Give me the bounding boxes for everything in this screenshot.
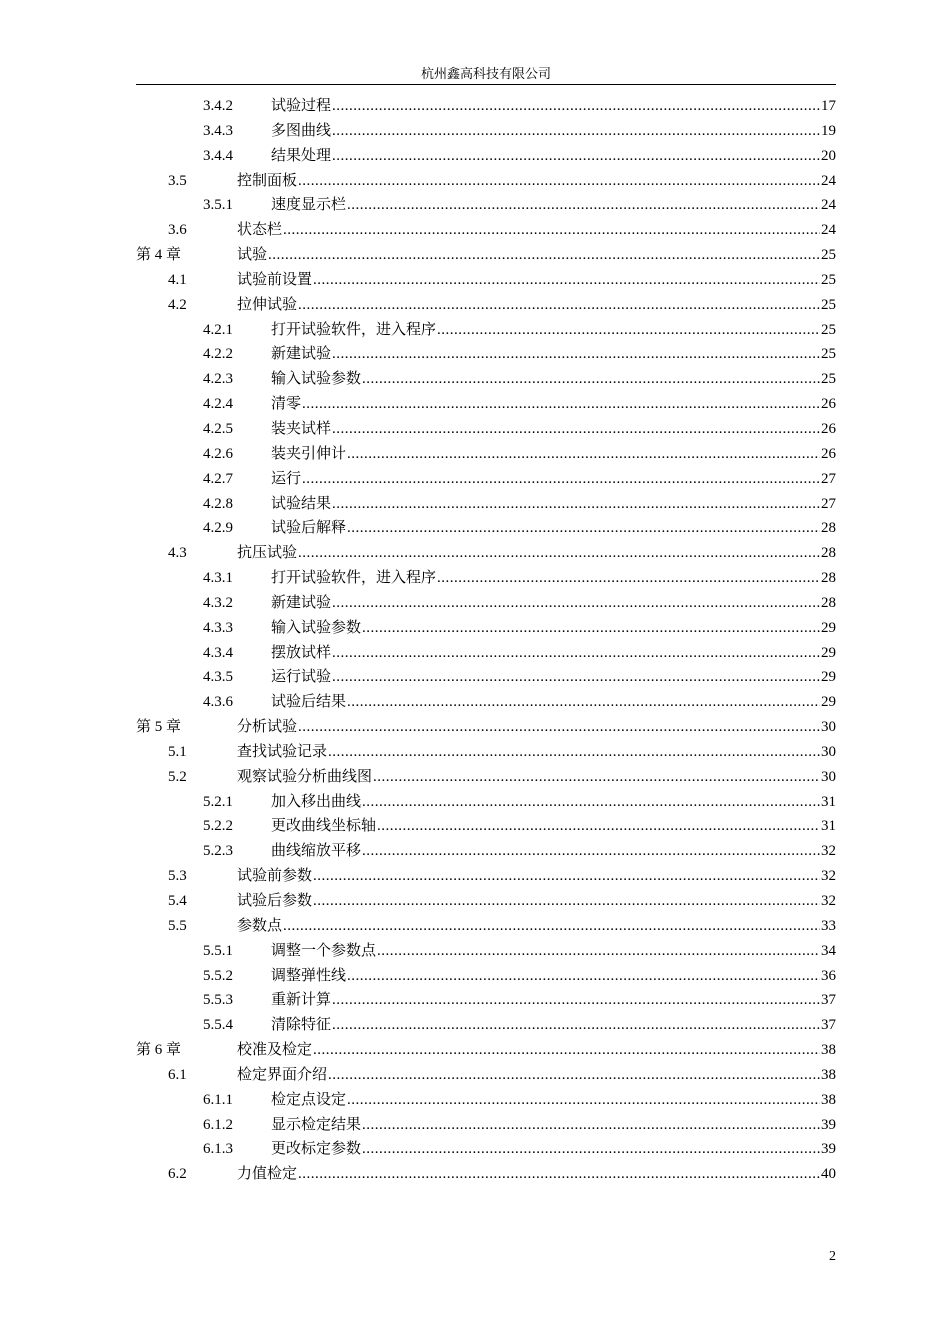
toc-entry-title: 试验	[237, 247, 268, 264]
toc-entry-number: 5.2.1	[203, 793, 233, 810]
toc-entry-title: 试验后解释	[271, 520, 347, 537]
toc-entry-line	[237, 218, 836, 243]
toc-dot-leader	[302, 467, 820, 492]
toc-entry-line	[237, 268, 836, 293]
toc-entry-number: 6.1	[168, 1066, 187, 1083]
toc-entry-title: 打开试验软件，进入程序	[271, 321, 437, 338]
toc-dot-leader	[332, 144, 820, 169]
toc-entry-number: 3.4.4	[203, 147, 233, 164]
toc-entry[interactable]	[136, 1113, 836, 1138]
toc-entry[interactable]	[136, 417, 836, 442]
toc-entry-number: 4.2.1	[203, 321, 233, 338]
toc-entry[interactable]	[136, 964, 836, 989]
toc-entry[interactable]	[136, 641, 836, 666]
toc-entry-page: 31	[821, 793, 836, 810]
toc-entry-page: 29	[821, 669, 836, 686]
toc-dot-leader	[437, 566, 820, 591]
toc-entry-page: 37	[821, 1017, 836, 1034]
toc-entry-number: 5.3	[168, 868, 187, 885]
toc-entry-number: 4.3.3	[203, 619, 233, 636]
toc-entry-line	[271, 566, 836, 591]
toc-dot-leader	[362, 839, 820, 864]
toc-entry[interactable]	[136, 939, 836, 964]
toc-entry-page: 24	[821, 172, 836, 189]
toc-entry[interactable]	[136, 616, 836, 641]
toc-entry[interactable]	[136, 144, 836, 169]
toc-entry-number: 5.1	[168, 743, 187, 760]
toc-entry-title: 输入试验参数	[271, 371, 362, 388]
toc-entry-number: 4.3.2	[203, 594, 233, 611]
page-header	[136, 66, 836, 85]
toc-dot-leader	[332, 492, 820, 517]
toc-entry-line	[237, 765, 836, 790]
toc-dot-leader	[332, 988, 820, 1013]
toc-entry-title: 速度显示栏	[271, 197, 347, 214]
toc-dot-leader	[377, 814, 820, 839]
toc-entry[interactable]	[136, 193, 836, 218]
toc-entry-page: 28	[821, 594, 836, 611]
toc-dot-leader	[347, 690, 820, 715]
toc-entry-title: 装夹试样	[271, 420, 332, 437]
toc-entry-title: 拉伸试验	[237, 296, 298, 313]
toc-entry-line	[271, 516, 836, 541]
toc-dot-leader	[268, 243, 820, 268]
toc-entry[interactable]	[136, 1013, 836, 1038]
toc-dot-leader	[332, 641, 820, 666]
toc-entry-page: 19	[821, 122, 836, 139]
toc-entry-number: 6.1.1	[203, 1091, 233, 1108]
company-name: 杭州鑫高科技有限公司	[420, 66, 551, 81]
toc-entry-title: 运行试验	[271, 669, 332, 686]
page-number: 2	[829, 1249, 836, 1264]
toc-entry-number: 6.2	[168, 1166, 187, 1183]
toc-dot-leader	[362, 1137, 820, 1162]
toc-entry-line	[271, 1113, 836, 1138]
toc-entry-page: 25	[821, 271, 836, 288]
toc-entry-page: 25	[821, 296, 836, 313]
toc-entry[interactable]	[136, 342, 836, 367]
toc-entry-number: 4.3.4	[203, 644, 233, 661]
toc-entry-number: 4.2.2	[203, 346, 233, 363]
toc-dot-leader	[283, 218, 820, 243]
toc-entry-number: 5.5.2	[203, 967, 233, 984]
toc-entry-number: 4.2.7	[203, 470, 233, 487]
toc-dot-leader	[373, 765, 820, 790]
toc-dot-leader	[362, 790, 820, 815]
toc-entry-title: 抗压试验	[237, 545, 298, 562]
toc-entry-number: 第 5 章	[136, 719, 182, 736]
toc-entry[interactable]	[136, 318, 836, 343]
toc-entry-page: 29	[821, 619, 836, 636]
toc-entry-number: 4.2.6	[203, 445, 233, 462]
toc-dot-leader	[298, 293, 820, 318]
toc-entry-page: 38	[821, 1066, 836, 1083]
toc-entry-page: 26	[821, 396, 836, 413]
toc-entry-title: 摆放试样	[271, 644, 332, 661]
toc-entry-line	[271, 392, 836, 417]
toc-dot-leader	[332, 665, 820, 690]
toc-entry-line	[271, 442, 836, 467]
toc-entry-number: 第 6 章	[136, 1042, 182, 1059]
toc-entry-title: 装夹引伸计	[271, 445, 347, 462]
toc-entry-title: 试验后参数	[237, 893, 313, 909]
toc-entry-page: 31	[821, 818, 836, 835]
toc-entry-title: 状态栏	[237, 222, 283, 239]
toc-entry-line	[271, 1137, 836, 1162]
toc-entry[interactable]	[136, 243, 836, 268]
toc-dot-leader	[328, 740, 820, 765]
toc-entry-line	[271, 467, 836, 492]
toc-entry[interactable]	[136, 541, 836, 566]
toc-entry-page: 27	[821, 470, 836, 487]
toc-dot-leader	[362, 1113, 820, 1138]
toc-entry-line	[237, 293, 836, 318]
toc-entry-line	[271, 591, 836, 616]
toc-entry-title: 清零	[271, 396, 302, 413]
toc-entry-page: 20	[821, 147, 836, 164]
toc-entry-line	[271, 814, 836, 839]
toc-entry[interactable]	[136, 914, 836, 939]
toc-entry-title: 新建试验	[271, 594, 332, 611]
toc-entry-line	[271, 641, 836, 666]
toc-entry-line	[271, 939, 836, 964]
toc-entry[interactable]	[136, 839, 836, 864]
toc-entry-line	[237, 740, 836, 765]
toc-entry[interactable]	[136, 566, 836, 591]
toc-dot-leader	[313, 268, 820, 293]
toc-entry[interactable]	[136, 814, 836, 839]
toc-entry[interactable]	[136, 268, 836, 293]
toc-entry[interactable]	[136, 516, 836, 541]
toc-entry-line	[237, 1162, 836, 1187]
toc-dot-leader	[298, 541, 820, 566]
toc-entry-page: 30	[821, 768, 836, 785]
toc-entry-page: 38	[821, 1042, 836, 1059]
toc-entry-number: 4.2.4	[203, 396, 233, 413]
toc-entry-page: 25	[821, 247, 836, 264]
toc-entry-number: 6.1.2	[203, 1116, 233, 1133]
toc-entry-title: 输入试验参数	[271, 619, 362, 636]
toc-entry[interactable]	[136, 367, 836, 392]
toc-entry-title: 显示检定结果	[271, 1116, 362, 1133]
toc-dot-leader	[313, 1038, 820, 1063]
toc-entry-title: 试验前参数	[237, 868, 313, 885]
toc-entry[interactable]	[136, 94, 836, 119]
toc-entry-title: 查找试验记录	[237, 743, 328, 760]
toc-entry-line	[237, 1038, 836, 1063]
toc-entry-page: 32	[821, 868, 836, 885]
toc-entry-page: 32	[821, 843, 836, 860]
toc-entry-title: 调整弹性线	[271, 967, 347, 984]
toc-entry-line	[271, 1088, 836, 1113]
toc-entry-title: 结果处理	[271, 147, 332, 164]
toc-entry-page: 32	[821, 893, 836, 909]
toc-entry[interactable]	[136, 740, 836, 765]
toc-entry-title: 更改曲线坐标轴	[271, 818, 377, 835]
toc-entry-line	[237, 864, 836, 889]
toc-entry[interactable]	[136, 690, 836, 715]
toc-entry-number: 3.5.1	[203, 197, 233, 214]
toc-entry-line	[271, 144, 836, 169]
toc-dot-leader	[437, 318, 820, 343]
toc-entry[interactable]	[136, 1038, 836, 1063]
toc-entry-number: 4.3.5	[203, 669, 233, 686]
toc-dot-leader	[313, 864, 820, 889]
toc-entry-page: 27	[821, 495, 836, 512]
toc-entry-number: 4.2.8	[203, 495, 233, 512]
toc-entry-number: 5.2.2	[203, 818, 233, 835]
toc-entry-number: 第 4 章	[136, 247, 182, 264]
toc-entry-title: 试验后结果	[271, 694, 347, 711]
toc-entry-number: 4.3	[168, 545, 187, 562]
toc-entry-page: 24	[821, 222, 836, 239]
toc-entry-line	[271, 839, 836, 864]
toc-entry-title: 试验前设置	[237, 271, 313, 288]
toc-entry-title: 试验结果	[271, 495, 332, 512]
toc-entry-title: 调整一个参数点	[271, 942, 377, 959]
toc-entry-line	[271, 342, 836, 367]
toc-entry-page: 30	[821, 719, 836, 736]
toc-entry-number: 4.2.5	[203, 420, 233, 437]
toc-entry-number: 5.5.4	[203, 1017, 233, 1034]
toc-entry-page: 26	[821, 420, 836, 437]
toc-entry-title: 重新计算	[271, 992, 332, 1009]
toc-dot-leader	[332, 417, 820, 442]
toc-entry-title: 力值检定	[237, 1166, 298, 1183]
toc-entry-title: 观察试验分析曲线图	[237, 768, 373, 785]
toc-entry-line	[237, 889, 836, 914]
toc-entry-title: 控制面板	[237, 172, 298, 189]
toc-dot-leader	[377, 939, 820, 964]
toc-entry-number: 6.1.3	[203, 1141, 233, 1158]
toc-dot-leader	[332, 1013, 820, 1038]
toc-entry[interactable]	[136, 1088, 836, 1113]
toc-entry-page: 17	[821, 98, 836, 114]
toc-entry[interactable]	[136, 1137, 836, 1162]
toc-entry-page: 39	[821, 1116, 836, 1133]
toc-entry[interactable]	[136, 715, 836, 740]
toc-entry-page: 33	[821, 917, 836, 934]
toc-entry-line	[237, 1063, 836, 1088]
toc-entry-line	[271, 988, 836, 1013]
toc-entry-number: 5.5.3	[203, 992, 233, 1009]
toc-entry-title: 新建试验	[271, 346, 332, 363]
toc-dot-leader	[332, 119, 820, 144]
toc-entry-number: 5.5	[168, 917, 187, 934]
toc-entry-number: 3.6	[168, 222, 187, 239]
toc-dot-leader	[298, 169, 820, 194]
toc-entry-line	[271, 616, 836, 641]
toc-entry-title: 加入移出曲线	[271, 793, 362, 810]
toc-entry-title: 多图曲线	[271, 122, 332, 139]
toc-entry-line	[237, 914, 836, 939]
toc-entry-title: 校准及检定	[237, 1042, 313, 1059]
toc-entry-title: 清除特征	[271, 1017, 332, 1034]
toc-entry-line	[237, 541, 836, 566]
toc-dot-leader	[298, 1162, 820, 1187]
toc-entry-page: 24	[821, 197, 836, 214]
toc-entry-title: 曲线缩放平移	[271, 843, 362, 860]
toc-entry[interactable]	[136, 218, 836, 243]
toc-entry[interactable]	[136, 392, 836, 417]
toc-dot-leader	[347, 1088, 820, 1113]
toc-entry[interactable]	[136, 665, 836, 690]
toc-entry-page: 38	[821, 1091, 836, 1108]
toc-entry[interactable]	[136, 442, 836, 467]
toc-entry-number: 4.2.9	[203, 520, 233, 537]
toc-entry[interactable]	[136, 467, 836, 492]
toc-entry-line	[271, 964, 836, 989]
toc-entry-page: 26	[821, 445, 836, 462]
toc-entry-line	[271, 690, 836, 715]
toc-entry-line	[271, 193, 836, 218]
toc-entry-line	[271, 665, 836, 690]
toc-entry-page: 40	[821, 1166, 836, 1183]
toc-entry-number: 4.1	[168, 271, 187, 288]
toc-dot-leader	[362, 616, 820, 641]
toc-entry-line	[237, 715, 836, 740]
toc-dot-leader	[347, 193, 820, 218]
toc-entry-title: 打开试验软件，进入程序	[271, 570, 437, 587]
toc-entry-number: 4.3.6	[203, 694, 233, 711]
toc-entry-title: 运行	[271, 470, 302, 487]
toc-entry-page: 37	[821, 992, 836, 1009]
toc-entry-page: 28	[821, 545, 836, 562]
toc-entry-title: 参数点	[237, 917, 283, 934]
toc-entry-line	[237, 243, 836, 268]
toc-entry-line	[271, 367, 836, 392]
toc-entry-page: 29	[821, 694, 836, 711]
toc-entry[interactable]	[136, 591, 836, 616]
toc-entry-line	[271, 417, 836, 442]
toc-entry-page: 28	[821, 520, 836, 537]
toc-entry-number: 5.2	[168, 768, 187, 785]
toc-entry[interactable]	[136, 1162, 836, 1187]
toc-entry-number: 3.5	[168, 172, 187, 189]
toc-entry-page: 25	[821, 321, 836, 338]
toc-entry-line	[271, 318, 836, 343]
toc-dot-leader	[313, 889, 820, 914]
toc-entry-page: 28	[821, 570, 836, 587]
toc-entry-page: 25	[821, 371, 836, 388]
toc-entry[interactable]	[136, 492, 836, 517]
toc-dot-leader	[347, 964, 820, 989]
toc-entry-line	[271, 492, 836, 517]
toc-entry[interactable]	[136, 765, 836, 790]
toc-entry-number: 3.4.3	[203, 122, 233, 139]
toc-dot-leader	[347, 442, 820, 467]
toc-entry[interactable]	[136, 169, 836, 194]
toc-entry[interactable]	[136, 790, 836, 815]
toc-entry-number: 4.2	[168, 296, 187, 313]
toc-entry-page: 39	[821, 1141, 836, 1158]
toc-entry-title: 检定点设定	[271, 1091, 347, 1108]
toc-entry[interactable]	[136, 119, 836, 144]
toc-dot-leader	[332, 94, 820, 119]
toc-entry-number: 5.5.1	[203, 942, 233, 959]
toc-entry-page: 29	[821, 644, 836, 661]
toc-dot-leader	[298, 715, 820, 740]
toc-entry-number: 5.2.3	[203, 843, 233, 860]
toc-dot-leader	[332, 591, 820, 616]
toc-entry-line	[271, 94, 836, 119]
toc-entry-page: 34	[821, 942, 836, 959]
toc-entry-line	[271, 790, 836, 815]
toc-entry-page: 25	[821, 346, 836, 363]
toc-entry[interactable]	[136, 293, 836, 318]
toc-entry-line	[237, 169, 836, 194]
toc-dot-leader	[332, 342, 820, 367]
toc-dot-leader	[328, 1063, 820, 1088]
toc-entry-page: 36	[821, 967, 836, 984]
toc-entry[interactable]	[136, 889, 836, 914]
toc-entry-title: 更改标定参数	[271, 1141, 362, 1158]
toc-dot-leader	[347, 516, 820, 541]
toc-entry-page: 30	[821, 743, 836, 760]
toc-dot-leader	[283, 914, 820, 939]
toc-entry-line	[271, 1013, 836, 1038]
table-of-contents	[136, 94, 836, 1187]
toc-entry[interactable]	[136, 864, 836, 889]
toc-entry[interactable]	[136, 1063, 836, 1088]
toc-dot-leader	[362, 367, 820, 392]
toc-entry-title: 分析试验	[237, 719, 298, 736]
toc-dot-leader	[302, 392, 820, 417]
toc-entry[interactable]	[136, 988, 836, 1013]
toc-entry-title: 检定界面介绍	[237, 1066, 328, 1083]
toc-entry-line	[271, 119, 836, 144]
toc-entry-number: 3.4.2	[203, 98, 233, 114]
toc-entry-number: 4.2.3	[203, 371, 233, 388]
toc-entry-number: 4.3.1	[203, 570, 233, 587]
toc-entry-title: 试验过程	[271, 98, 332, 114]
toc-entry-number: 5.4	[168, 893, 187, 909]
